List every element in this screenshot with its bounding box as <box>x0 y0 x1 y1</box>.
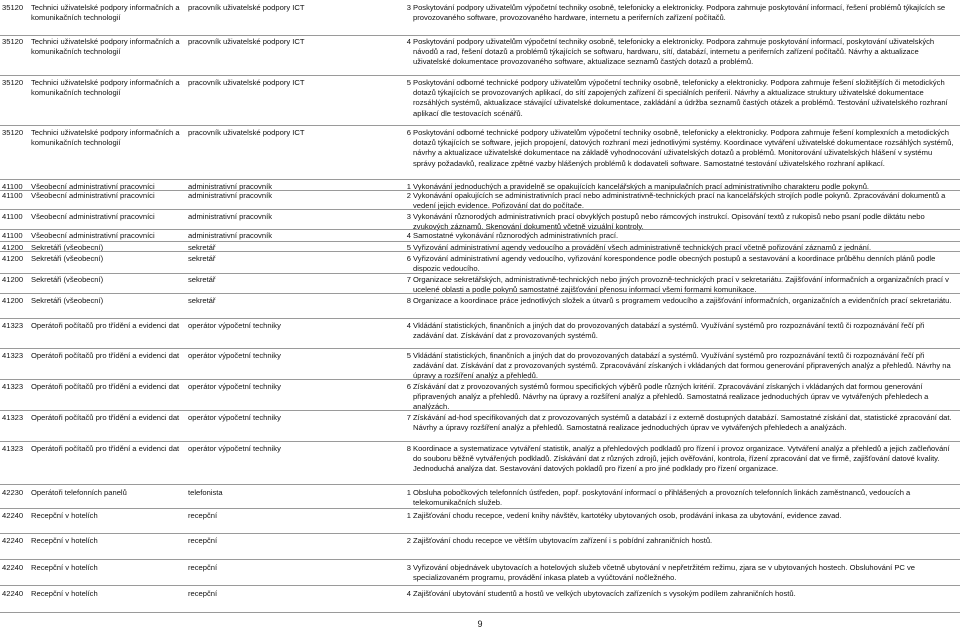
row-divider <box>0 559 960 560</box>
row-occupation: sekretář <box>188 275 216 284</box>
row-divider <box>0 484 960 485</box>
row-description: Koordinace a systematizace vytváření statistik, analýz a přehledových podkladů pro řízení i provoz organizace. Vytváření analýz a přehledů a jejich začleňování do souboru běžně vytvářených podkladů. Získávání dat z různých zdrojů, jejich ověřování, kontrola, řízení zpracování dat ve firmě, zajišťování datové kvality. Jednoduchá analýza dat. Sestavování datových pokladů pro řízení a pro jiné podklady pro řízení organizace. <box>413 444 950 474</box>
row-level: 4 <box>406 231 411 240</box>
row-description: Získávání ad-hod specifikovaných dat z provozovaných systémů a databází i z externě dostupných databází. Samostatné získání dat, statistické zpracování dat. Návrhy a úpravy rozšíření analýz a přehledů. Samostatná realizace jednoduchých úprav ve vytvářených přehledech a analýzách. <box>413 413 952 433</box>
row-occupation: recepční <box>188 589 218 598</box>
row-code: 35120 <box>2 37 24 46</box>
row-group: Recepční v hotelích <box>31 536 98 545</box>
row-code: 35120 <box>2 128 24 137</box>
row-divider <box>0 410 960 411</box>
row-description: Zajišťování chodu recepce ve větším ubytovacím zařízení i s pobídní zahraničních hostů. <box>413 536 713 545</box>
row-divider <box>0 379 960 380</box>
row-divider <box>0 209 960 210</box>
row-level: 4 <box>406 37 411 46</box>
row-code: 41323 <box>2 321 24 330</box>
row-occupation: sekretář <box>188 296 216 305</box>
row-divider <box>0 75 960 76</box>
row-divider <box>0 508 960 509</box>
row-group: Všeobecní administrativní pracovníci <box>31 231 155 240</box>
row-description: Zajišťování ubytování studentů a hostů ve velkých ubytovacích zařízeních s vysokým podílem zahraničních hostů. <box>413 589 796 598</box>
row-level: 7 <box>406 275 411 284</box>
row-description: Zajišťování chodu recepce, vedení knihy návštěv, kartotéky ubytovaných osob, prodávání inkasa za ubytování, evidence zavad. <box>413 511 842 520</box>
row-group: Recepční v hotelích <box>31 563 98 572</box>
row-group: Operátoři počítačů pro třídění a evidenci dat <box>31 382 180 391</box>
row-level: 3 <box>406 3 411 12</box>
row-divider <box>0 273 960 274</box>
row-code: 41200 <box>2 254 24 263</box>
row-occupation: operátor výpočetní techniky <box>188 444 281 453</box>
row-description: Vyřizování objednávek ubytovacích a hotelových služeb včetně ubytování v nepřetržitém režimu, zjara se v ubytovaných hostech. Obsluhování PC ve specializovaném programu, provádění inkasa plateb a vyúčtování nočležného. <box>413 563 916 583</box>
row-level: 8 <box>406 444 411 453</box>
row-divider <box>0 293 960 294</box>
row-occupation: telefonista <box>188 488 223 497</box>
row-level: 5 <box>406 243 411 252</box>
row-code: 41200 <box>2 275 24 284</box>
row-code: 41100 <box>2 182 23 191</box>
row-description: Poskytování odborné technické podpory uživatelům výpočetní techniky osobně, telefonicky a elektronicky. Podpora zahrnuje řešení komplexních a metodických dotazů týkajících se software, jejich propojení, datových rozhraní mezi jednotlivými systémy. Koordinace vytváření uživatelské dokumentace rozsáhlých systémů, návrhy a aktualizace uživatelské dokumentace na základě vyhodnocování uživatelských dotazů a problémů. Monitorování uživatelských hlášení v systému správy požadavků, realizace zpětné vazby hlášených problémů k dodavateli software. Samostatné testování uživatelského rozhraní aplikací. <box>413 128 954 168</box>
row-occupation: administrativní pracovník <box>188 191 272 200</box>
row-description: Poskytování podpory uživatelům výpočetní techniky osobně, telefonicky a elektronicky. Podpora zahrnuje poskytování informací, řešení problémů týkajících se provozovaného software, provozovaného hardware, internetu a periferních zařízení počítačů. <box>413 3 946 23</box>
row-occupation: operátor výpočetní techniky <box>188 351 281 360</box>
row-divider <box>0 251 960 252</box>
row-occupation: operátor výpočetní techniky <box>188 413 281 422</box>
row-occupation: pracovník uživatelské podpory ICT <box>188 3 305 12</box>
row-occupation: sekretář <box>188 254 216 263</box>
row-level: 6 <box>406 382 411 391</box>
row-description: Vyřizování administrativní agendy vedoucího, vyřizování korespondence podle obecných postupů a sestavování a koordinace průběhu denních plánů podle dispozic vedoucího. <box>413 254 936 274</box>
row-group: Operátoři počítačů pro třídění a evidenci dat <box>31 444 180 453</box>
row-level: 2 <box>406 191 411 200</box>
row-occupation: pracovník uživatelské podpory ICT <box>188 128 305 137</box>
row-level: 5 <box>406 351 411 360</box>
row-divider <box>0 533 960 534</box>
row-occupation: pracovník uživatelské podpory ICT <box>188 78 305 87</box>
row-divider <box>0 35 960 36</box>
row-code: 42240 <box>2 589 24 598</box>
row-level: 4 <box>406 589 411 598</box>
row-occupation: recepční <box>188 536 218 545</box>
row-divider <box>0 612 960 613</box>
row-group: Operátoři počítačů pro třídění a evidenci dat <box>31 321 180 330</box>
row-group: Recepční v hotelích <box>31 511 98 520</box>
row-divider <box>0 229 960 230</box>
row-code: 42240 <box>2 563 24 572</box>
row-code: 35120 <box>2 3 24 12</box>
row-divider <box>0 318 960 319</box>
row-group: Operátoři počítačů pro třídění a evidenci dat <box>31 351 180 360</box>
row-group: Sekretáři (všeobecní) <box>31 275 104 284</box>
row-group: Operátoři počítačů pro třídění a evidenci dat <box>31 413 180 422</box>
row-group: Operátoři telefonních panelů <box>31 488 127 497</box>
row-level: 6 <box>406 128 411 137</box>
row-description: Vykonávání různorodých administrativních prací obvyklých postupů nebo rámcových instrukcí. Opisování textů z rukopisů nebo psaní podle diktátu nebo zvukových záznamů. Skenování dokumentů včetně vizuální kontroly. <box>413 212 925 232</box>
row-level: 4 <box>406 321 411 330</box>
row-code: 41323 <box>2 413 24 422</box>
row-group: Všeobecní administrativní pracovníci <box>31 191 155 200</box>
row-code: 41200 <box>2 243 24 252</box>
page-number: 9 <box>477 619 483 629</box>
row-level: 2 <box>406 536 411 545</box>
row-description: Organizace sekretářských, administrativně-technických nebo jiných provozně-technických prací v sekretariátu. Zajišťování informačních a organizačních prací v ucelené oblasti a podle pokynů samostatné zajišťování přenosu informací všemi formami komunikace. <box>413 275 949 295</box>
row-group: Recepční v hotelích <box>31 589 98 598</box>
row-group: Všeobecní administrativní pracovníci <box>31 212 155 221</box>
row-group: Technici uživatelské podpory informačních a komunikačních technologií <box>31 128 180 148</box>
row-occupation: administrativní pracovník <box>188 182 272 191</box>
row-divider <box>0 179 960 180</box>
row-description: Vkládání statistických, finančních a jiných dat do provozovaných databází a systémů. Využívání systémů pro rozpoznávání textů či rozpoznávání řečí při zadávání dat. Získávání dat z provozovaných systémů. Zpracovávání získaných i vkládaných dat formou generování připravených analýz a přehledů. Návrhy na úpravy a rozšíření analýz a přehledů. <box>413 351 951 381</box>
row-level: 1 <box>406 511 411 520</box>
row-occupation: operátor výpočetní techniky <box>188 382 281 391</box>
row-group: Sekretáři (všeobecní) <box>31 243 104 252</box>
row-group: Sekretáři (všeobecní) <box>31 254 104 263</box>
row-level: 1 <box>406 182 411 191</box>
row-occupation: recepční <box>188 511 218 520</box>
row-divider <box>0 125 960 126</box>
row-level: 3 <box>406 563 411 572</box>
row-group: Všeobecní administrativní pracovníci <box>31 182 155 191</box>
row-divider <box>0 441 960 442</box>
row-occupation: operátor výpočetní techniky <box>188 321 281 330</box>
row-level: 1 <box>406 488 411 497</box>
row-description: Samostatné vykonávání různorodých administrativních prací. <box>413 231 619 240</box>
row-code: 41323 <box>2 351 24 360</box>
row-code: 42240 <box>2 511 24 520</box>
row-divider <box>0 348 960 349</box>
row-group: Technici uživatelské podpory informačních a komunikačních technologií <box>31 3 180 23</box>
row-code: 41323 <box>2 382 24 391</box>
row-group: Sekretáři (všeobecní) <box>31 296 104 305</box>
row-description: Získávání dat z provozovaných systémů formou specifických výběrů podle různých kritérií. Zpracovávání získaných i vkládaných dat formou generování připravených analýz a přehledů. Návrhy na úpravy a rozšíření analýz a přehledů. Samostatná realizace jednoduchých úprav ve vytvářených přehledech a analýzách. <box>413 382 929 412</box>
row-code: 42240 <box>2 536 24 545</box>
row-occupation: pracovník uživatelské podpory ICT <box>188 37 305 46</box>
row-divider <box>0 585 960 586</box>
row-occupation: sekretář <box>188 243 216 252</box>
row-code: 41100 <box>2 231 23 240</box>
row-description: Organizace a koordinace práce jednotlivých složek a útvarů s programem vedoucího a zajišťování informačních, organizačních a evidenčních prací sekretariátu. <box>413 296 952 305</box>
row-divider <box>0 241 960 242</box>
row-code: 41323 <box>2 444 24 453</box>
row-code: 41200 <box>2 296 24 305</box>
row-code: 35120 <box>2 78 24 87</box>
row-level: 5 <box>406 78 411 87</box>
row-occupation: administrativní pracovník <box>188 231 272 240</box>
row-code: 41100 <box>2 212 23 221</box>
row-level: 3 <box>406 212 411 221</box>
row-description: Vykonávání opakujících se administrativních prací nebo administrativně-technických prací na kancelářských strojích podle pokynů. Zpracovávání dokumentů a vedení jejich evidence. Pořizování dat do počítače. <box>413 191 946 211</box>
row-description: Vkládání statistických, finančních a jiných dat do provozovaných databází a systémů. Využívání systémů pro rozpoznávání textů či rozpoznávání řečí při zadávání dat. Získávání dat z provozovaných systémů. <box>413 321 925 341</box>
row-description: Poskytování odborné technické podpory uživatelům výpočetní techniky osobně, telefonicky a elektronicky. Podpora zahrnuje řešení složitějších či metodických dotazů týkajících se provozovaných aplikací, do sítí zapojených zařízení či speciálních periferií. Návrhy a aktualizace struktury uživatelské dokumentace rozsáhlých systémů, aktualizace stávající uživatelské dokumentace, zakládání a údržba seznamů častých otázek a problémů. Testování uživatelského rozhraní aplikací dle testovacích scénářů. <box>413 78 948 118</box>
row-description: Poskytování podpory uživatelům výpočetní techniky osobně, telefonicky a elektronicky. Podpora zahrnuje poskytování informací, poskytování uživatelských návodů a rad, řešení dotazů a problémů týkajících se softwaru, hardwaru, sítí, databází, internetu a periferních zařízení počítačů. Návrhy a aktualizace uživatelské dokumentace provozovaného software, aktualizace seznamů častých dotazů a problémů. <box>413 37 935 67</box>
row-level: 8 <box>406 296 411 305</box>
row-group: Technici uživatelské podpory informačních a komunikačních technologií <box>31 78 180 98</box>
row-description: Obsluha pobočkových telefonních ústředen, popř. poskytování informací o přihlášených a provozních telefonních linkách zaměstnanců, vedoucích a telekomunikačních služeb. <box>413 488 911 508</box>
row-occupation: administrativní pracovník <box>188 212 272 221</box>
row-level: 6 <box>406 254 411 263</box>
row-group: Technici uživatelské podpory informačních a komunikačních technologií <box>31 37 180 57</box>
row-code: 42230 <box>2 488 24 497</box>
row-description: Vykonávání jednoduchých a pravidelně se opakujících kancelářských a manipulačních prací administrativního charakteru podle pokynů. <box>413 182 870 191</box>
row-description: Vyřizování administrativní agendy vedoucího a provádění všech administrativně technických prací včetně pořizování záznamů z jednání. <box>413 243 872 252</box>
row-occupation: recepční <box>188 563 218 572</box>
row-code: 41100 <box>2 191 23 200</box>
row-level: 7 <box>406 413 411 422</box>
